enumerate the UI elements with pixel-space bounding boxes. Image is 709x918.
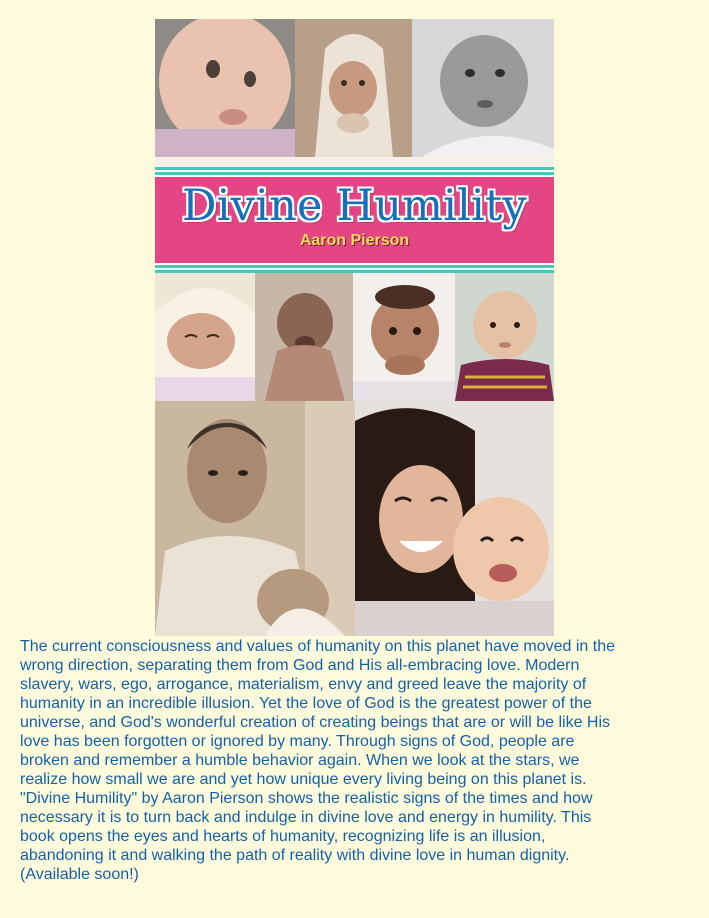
cover-stripe-top: [155, 167, 554, 177]
father-baby-photo: [155, 401, 355, 636]
cover-stripe-bottom: [155, 263, 554, 273]
book-description: The current consciousness and values of humanity on this planet have moved in the wrong direction, separating them from God and His all-embracing love. Modern slavery, wars, ego, arrogance, materialism, envy and greed leave the majority of humanity in an incredible illusion. Yet the love of God is the greatest power of the universe, and God's wonderful creation of creating beings that are or will be like His love has been forgotten or ignored by many. Through signs of God, people are broken and remember a humble behavior again. When we look at the stars, we realize how small we are and yet how unique every living being on this planet is. "Divine Humility" by Aaron Pierson shows the realistic signs of the times and how necessary it is to turn back and indulge in divine love and energy in humility. This book opens the eyes and hearts of humanity, recognizing life is an illusion, abandoning it and walking the path of reality with divine love in human dignity. (Available soon!): [20, 638, 616, 883]
baby-photo-1: [155, 19, 295, 157]
baby-photo-7: [455, 273, 554, 401]
book-author: Aaron Pierson: [299, 232, 410, 249]
baby-photo-4: [155, 273, 255, 401]
baby-photo-5: [255, 273, 353, 401]
baby-photo-2: [295, 19, 412, 157]
baby-photo-3: [412, 19, 554, 157]
title-banner: [155, 177, 554, 263]
mother-baby-photo: [355, 401, 554, 636]
book-title: Divine Humility: [182, 181, 527, 231]
book-cover: [155, 19, 554, 636]
baby-photo-6: [353, 273, 455, 401]
